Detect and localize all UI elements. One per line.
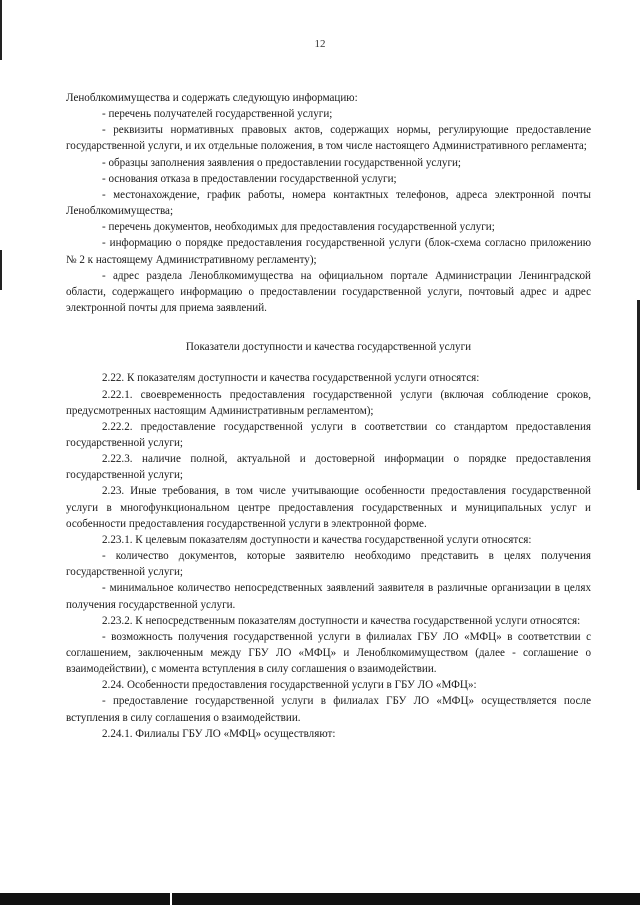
list-item: - адрес раздела Леноблкомимущества на официальном портале Администрации Ленинградской области, содержащего информацию о предоставлении государственной услуги, почтовый адрес и адрес электронной почты для приема заявлений. [66,269,591,315]
scan-edge-left [0,250,2,290]
paragraph: - предоставление государственной услуги в филиалах ГБУ ЛО «МФЦ» осуществляется после вступления в силу соглашения о взаимодействии. [66,695,591,724]
list-item: - перечень документов, необходимых для предоставления государственной услуги; [102,221,495,234]
paragraph: - минимальное количество непосредственных заявлений заявителя в различные организации в целях получения государственной услуги. [66,582,591,611]
scan-edge-left [0,0,2,60]
paragraph: - возможность получения государственной услуги в филиалах ГБУ ЛО «МФЦ» в соответствии с соглашением, заключенным между ГБУ ЛО «МФЦ» и Леноблкомимуществом (далее - соглашение о взаимодействии), с момента вступления в силу соглашения о взаимодействии. [66,630,591,676]
paragraph: 2.23.1. К целевым показателям доступности и качества государственной услуги относятся: [102,533,532,546]
paragraph: 2.23. Иные требования, в том числе учитывающие особенности предоставления государственной услуги в многофункциональном центре предоставления государственных и муниципальных услуг и особенности предоставления государственной услуги в электронной форме. [66,485,591,530]
paragraph: 2.22.1. своевременность предоставления государственной услуги (включая соблюдение сроков, предусмотренных настоящим Административным регламентом); [66,388,591,417]
list-item: - местонахождение, график работы, номера контактных телефонов, адреса электронной почты Леноблкомимущества; [66,188,591,218]
scan-bottom-edge [0,893,640,905]
list-item: - реквизиты нормативных правовых актов, содержащих нормы, регулирующие предоставление государственной услуги, и их отдельные положения, в том числе настоящего Административного регламента; [66,124,591,153]
paragraph: 2.22.2. предоставление государственной услуги в соответствии со стандартом предоставления государственной услуги; [66,420,591,449]
section-heading: Показатели доступности и качества государственной услуги [185,341,472,354]
paragraph: - количество документов, которые заявителю необходимо представить в целях получения государственной услуги; [66,550,591,579]
list-item: - образцы заполнения заявления о предоставлении государственной услуги; [102,156,462,169]
text-line: Леноблкомимущества и содержать следующую информацию: [66,92,358,104]
list-item: - перечень получателей государственной услуги; [102,108,333,121]
list-item: - информацию о порядке предоставления государственной услуги (блок-схема согласно приложению № 2 к настоящему Административному регламенту); [66,237,591,266]
paragraph: 2.24.1. Филиалы ГБУ ЛО «МФЦ» осуществляют: [102,727,336,740]
paragraph: 2.24. Особенности предоставления государственной услуги в ГБУ ЛО «МФЦ»: [102,679,477,692]
paragraph: 2.23.2. К непосредственным показателям доступности и качества государственной услуги относятся: [102,614,581,627]
list-item: - основания отказа в предоставлении государственной услуги; [102,172,397,185]
page-number: 12 [314,38,326,50]
paragraph: 2.22. К показателям доступности и качества государственной услуги относятся: [102,372,480,385]
document-body [66,90,591,742]
paragraph: 2.22.3. наличие полной, актуальной и достоверной информации о порядке предоставления государственной услуги; [66,453,591,482]
